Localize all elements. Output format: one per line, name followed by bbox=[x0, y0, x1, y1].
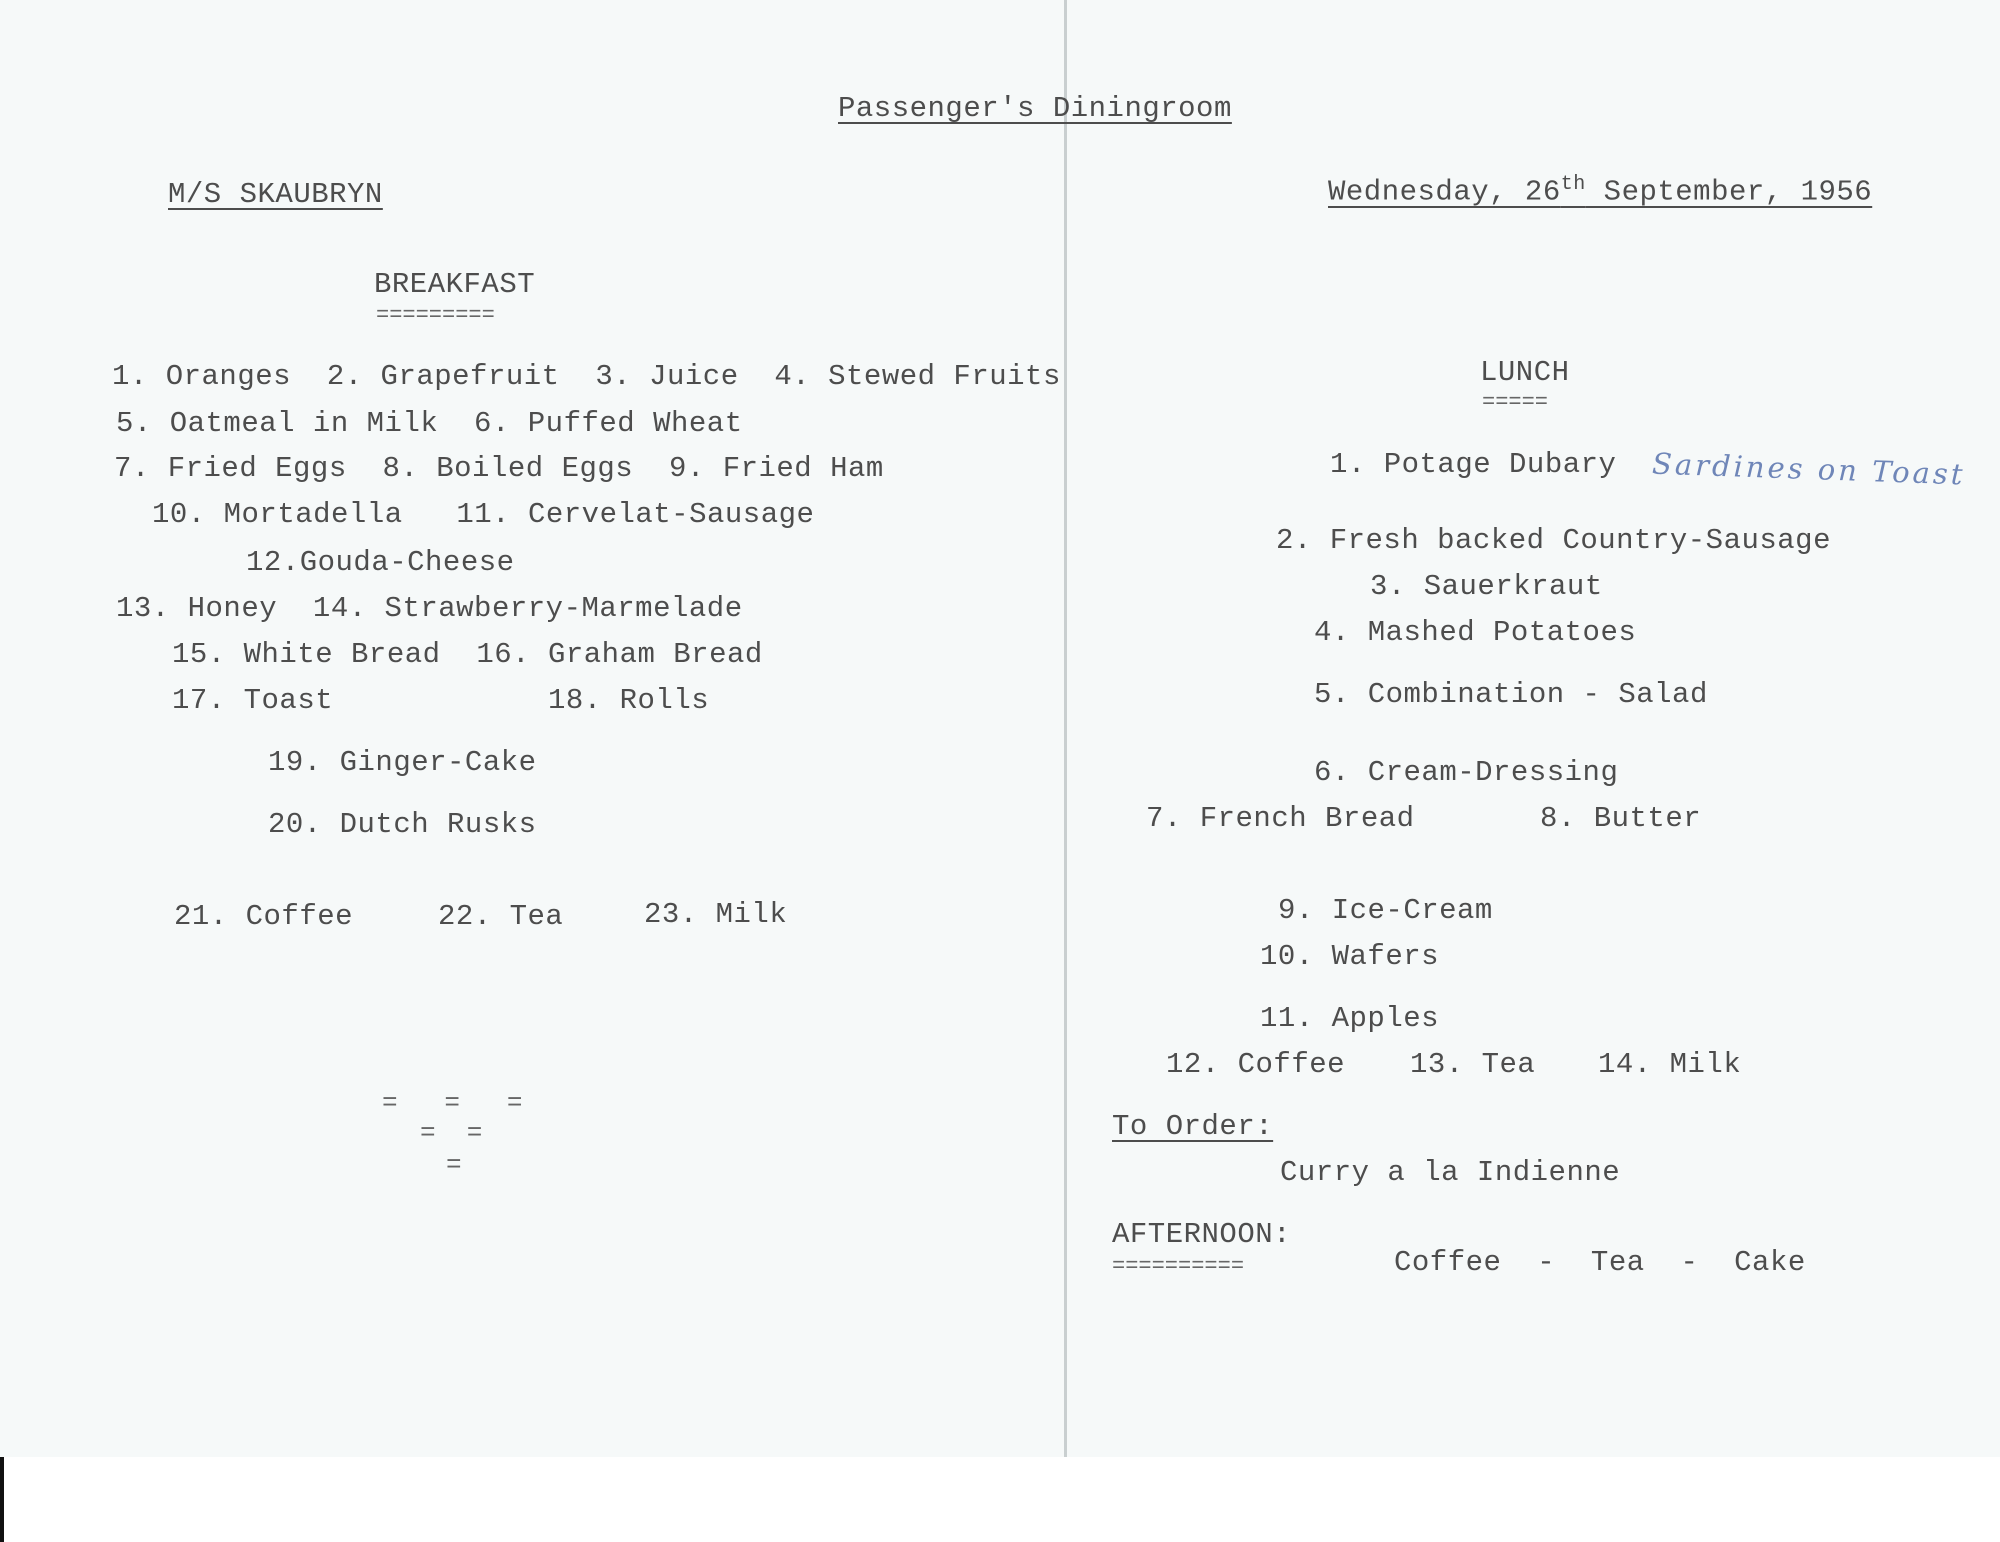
scan-edge bbox=[0, 1457, 4, 1542]
page-title: Passenger's Diningroom bbox=[838, 92, 1232, 125]
lunch-item: 9. Ice-Cream bbox=[1278, 894, 1493, 927]
lunch-item: 1. Potage Dubary bbox=[1330, 448, 1617, 481]
breakfast-item: 21. Coffee bbox=[174, 900, 354, 933]
lunch-item: 5. Combination - Salad bbox=[1314, 678, 1708, 711]
breakfast-item: 5. Oatmeal in Milk 6. Puffed Wheat bbox=[116, 407, 743, 440]
lunch-item: 12. Coffee bbox=[1166, 1048, 1346, 1081]
decorative-separator: = bbox=[446, 1150, 462, 1180]
lunch-item: 10. Wafers bbox=[1260, 940, 1440, 973]
breakfast-item: 19. Ginger-Cake bbox=[268, 746, 537, 779]
breakfast-item: 23. Milk bbox=[644, 898, 788, 931]
breakfast-item: 1. Oranges 2. Grapefruit 3. Juice 4. Stewed Fruits bbox=[112, 360, 1061, 393]
breakfast-rule: ========= bbox=[376, 303, 495, 328]
to-order-label: To Order: bbox=[1112, 1110, 1274, 1143]
breakfast-item: 12.Gouda-Cheese bbox=[246, 546, 515, 579]
lunch-item: 7. French Bread bbox=[1146, 802, 1415, 835]
menu-date bbox=[1328, 168, 1872, 210]
breakfast-item: 13. Honey 14. Strawberry-Marmelade bbox=[116, 592, 743, 625]
breakfast-item: 15. White Bread 16. Graham Bread bbox=[172, 638, 763, 671]
breakfast-item: 20. Dutch Rusks bbox=[268, 808, 537, 841]
breakfast-item: 18. Rolls bbox=[548, 684, 710, 717]
fold-line bbox=[1064, 0, 1067, 1457]
lunch-item: 14. Milk bbox=[1598, 1048, 1742, 1081]
lunch-item: 4. Mashed Potatoes bbox=[1314, 616, 1637, 649]
breakfast-item: 10. Mortadella 11. Cervelat-Sausage bbox=[152, 498, 815, 531]
breakfast-item: 22. Tea bbox=[438, 900, 564, 933]
to-order-item: Curry a la Indienne bbox=[1280, 1156, 1621, 1189]
date-ordinal: th bbox=[1560, 173, 1586, 196]
afternoon-label: AFTERNOON: bbox=[1112, 1218, 1292, 1251]
lunch-item: 11. Apples bbox=[1260, 1002, 1440, 1035]
breakfast-item: 17. Toast bbox=[172, 684, 334, 717]
lunch-item: 8. Butter bbox=[1540, 802, 1702, 835]
date-month-year: September, 1956 bbox=[1585, 175, 1873, 209]
breakfast-heading: BREAKFAST bbox=[374, 268, 536, 301]
breakfast-item: 7. Fried Eggs 8. Boiled Eggs 9. Fried Ham bbox=[114, 452, 884, 485]
decorative-separator: = = = bbox=[382, 1088, 523, 1118]
afternoon-rule: ========== bbox=[1112, 1254, 1245, 1279]
date-day: Wednesday, 26 bbox=[1328, 175, 1561, 209]
lunch-heading: LUNCH bbox=[1480, 356, 1570, 389]
decorative-separator: = = bbox=[420, 1118, 483, 1148]
lunch-item: 2. Fresh backed Country-Sausage bbox=[1276, 524, 1831, 557]
lunch-rule: ===== bbox=[1482, 390, 1549, 415]
lunch-item: 13. Tea bbox=[1410, 1048, 1536, 1081]
lunch-item: 6. Cream-Dressing bbox=[1314, 756, 1619, 789]
handwritten-note: Sardines on Toast bbox=[1651, 446, 1967, 492]
lunch-item: 3. Sauerkraut bbox=[1370, 570, 1603, 603]
afternoon-items: Coffee - Tea - Cake bbox=[1394, 1246, 1806, 1279]
ship-name: M/S SKAUBRYN bbox=[168, 178, 383, 211]
